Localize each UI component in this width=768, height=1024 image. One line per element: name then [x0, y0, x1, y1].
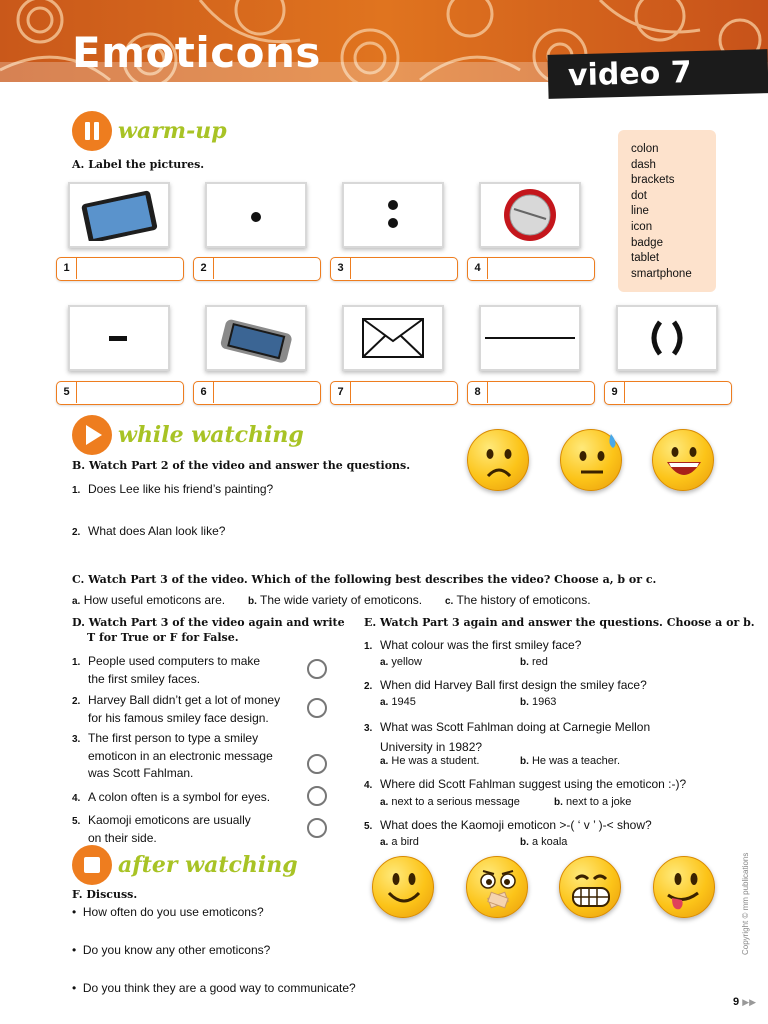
e-4-option-a[interactable]: a. next to a serious message [380, 796, 520, 808]
picture-6-smartphone [205, 305, 307, 371]
e-question-1: 1. What colour was the first smiley face? [364, 638, 582, 652]
e-3-option-b[interactable]: b. He was a teacher. [520, 755, 621, 767]
after-watching-heading [72, 845, 298, 885]
d-item-5: 5. Kaomoji emoticons are usually on their side. [72, 813, 251, 845]
d-item-1: 1. People used computers to make the first smiley faces. [72, 654, 261, 686]
section-d-instruction-2: T for True or F for False. [87, 631, 239, 644]
section-c-instruction: C. Watch Part 3 of the video. Which of the following best describes the video? Choose a, b or c. [72, 573, 657, 586]
d-item-3: 3. The first person to type a smiley emoticon in an electronic message was Scott Fahlman. [72, 731, 273, 780]
answer-box-9[interactable]: 9 [604, 381, 732, 405]
answer-box-2[interactable]: 2 [193, 257, 321, 281]
word-bank-item: badge [631, 236, 663, 249]
e-1-option-a[interactable]: a. yellow [380, 656, 422, 668]
brackets-symbol [642, 318, 692, 358]
e-5-option-a[interactable]: a. a bird [380, 836, 419, 848]
next-arrows-icon: ▶▶ [742, 997, 757, 1007]
hushed-emoji-icon [466, 856, 528, 918]
nervous-emoji-icon [560, 429, 622, 491]
answer-box-8[interactable]: 8 [467, 381, 595, 405]
word-bank-item: dash [631, 158, 656, 171]
while-watching-heading [72, 415, 304, 455]
picture-3-colon [342, 182, 444, 248]
d-item-2-answer-circle[interactable] [307, 698, 327, 718]
word-bank-item: line [631, 205, 649, 218]
picture-1-tablet [68, 182, 170, 248]
d-item-4-answer-circle[interactable] [307, 786, 327, 806]
line-symbol [483, 333, 577, 343]
c-option-b[interactable]: b. The wide variety of emoticons. [248, 593, 423, 607]
word-bank-item: colon [631, 143, 659, 155]
e-3-option-a[interactable]: a. He was a student. [380, 755, 480, 767]
c-option-a[interactable]: a. How useful emoticons are. [72, 593, 226, 607]
e-question-5: 5. What does the Kaomoji emoticon >-( ‘ v ’ )-< show? [364, 818, 652, 832]
f-question-3: • Do you think they are a good way to communicate? [72, 981, 356, 995]
answer-box-6[interactable]: 6 [193, 381, 321, 405]
picture-2-dot [205, 182, 307, 248]
b-question-1: 1. Does Lee like his friend’s painting? [72, 482, 274, 496]
page-title: Emoticons [72, 28, 321, 77]
picture-4-badge [479, 182, 581, 248]
d-item-1-answer-circle[interactable] [307, 659, 327, 679]
while-watching-title: while watching [118, 422, 304, 448]
word-bank-item: dot [631, 189, 647, 202]
e-question-4: 4. Where did Scott Fahlman suggest using the emoticon :-)? [364, 777, 687, 791]
word-bank-item: icon [631, 220, 653, 233]
word-bank [618, 130, 716, 292]
answer-box-4[interactable]: 4 [467, 257, 595, 281]
word-bank-item: smartphone [631, 267, 692, 280]
e-4-option-b[interactable]: b. next to a joke [554, 796, 632, 808]
sad-emoji-icon [467, 429, 529, 491]
f-question-1: • How often do you use emoticons? [72, 905, 264, 919]
d-item-5-answer-circle[interactable] [307, 818, 327, 838]
section-e-instruction: E. Watch Part 3 again and answer the questions. Choose a or b. [364, 616, 755, 629]
dot-symbol [246, 205, 266, 225]
page-number: 9 ▶▶ [733, 996, 757, 1008]
f-question-2: • Do you know any other emoticons? [72, 943, 271, 957]
warmup-heading [72, 111, 227, 151]
tongue-out-emoji-icon [653, 856, 715, 918]
section-b-instruction: B. Watch Part 2 of the video and answer the questions. [72, 459, 411, 472]
stop-icon [72, 845, 112, 885]
smartphone-image [213, 312, 299, 364]
answer-box-5[interactable]: 5 [56, 381, 184, 405]
e-1-option-b[interactable]: b. red [520, 656, 548, 668]
picture-5-dash [68, 305, 170, 371]
warmup-title: warm-up [118, 118, 227, 144]
e-question-3: 3. What was Scott Fahlman doing at Carnegie Mellon University in 1982? [364, 720, 651, 754]
e-2-option-a[interactable]: a. 1945 [380, 696, 416, 708]
copyright-text: Copyright © mm publications [741, 852, 750, 955]
b-question-2: 2. What does Alan look like? [72, 524, 226, 538]
warmup-instruction: A. Label the pictures. [72, 158, 205, 171]
d-item-3-answer-circle[interactable] [307, 754, 327, 774]
badge-image [498, 187, 562, 243]
picture-9-brackets [616, 305, 718, 371]
pause-icon [72, 111, 112, 151]
envelope-icon [360, 316, 426, 360]
dash-symbol [104, 328, 134, 348]
answer-box-1[interactable]: 1 [56, 257, 184, 281]
colon-symbol [383, 195, 403, 235]
d-item-4: 4. A colon often is a symbol for eyes. [72, 790, 271, 804]
smiling-emoji-icon [372, 856, 434, 918]
word-bank-item: tablet [631, 252, 660, 265]
c-option-c[interactable]: c. The history of emoticons. [445, 593, 591, 607]
d-item-2: 2. Harvey Ball didn’t get a lot of money for his famous smiley face design. [72, 693, 281, 725]
play-icon [72, 415, 112, 455]
grinning-emoji-icon [559, 856, 621, 918]
answer-box-3[interactable]: 3 [330, 257, 458, 281]
answer-box-7[interactable]: 7 [330, 381, 458, 405]
video-label: video 7 [547, 49, 768, 99]
picture-7-envelope [342, 305, 444, 371]
e-question-2: 2. When did Harvey Ball first design the smiley face? [364, 678, 647, 692]
e-2-option-b[interactable]: b. 1963 [520, 696, 557, 708]
section-f-instruction: F. Discuss. [72, 888, 138, 901]
e-5-option-b[interactable]: b. a koala [520, 836, 568, 848]
after-watching-title: after watching [118, 852, 298, 878]
word-bank-item: brackets [631, 174, 675, 187]
section-d-instruction-1: D. Watch Part 3 of the video again and write [72, 616, 345, 629]
picture-8-line [479, 305, 581, 371]
tablet-image [76, 189, 162, 241]
laughing-emoji-icon [652, 429, 714, 491]
